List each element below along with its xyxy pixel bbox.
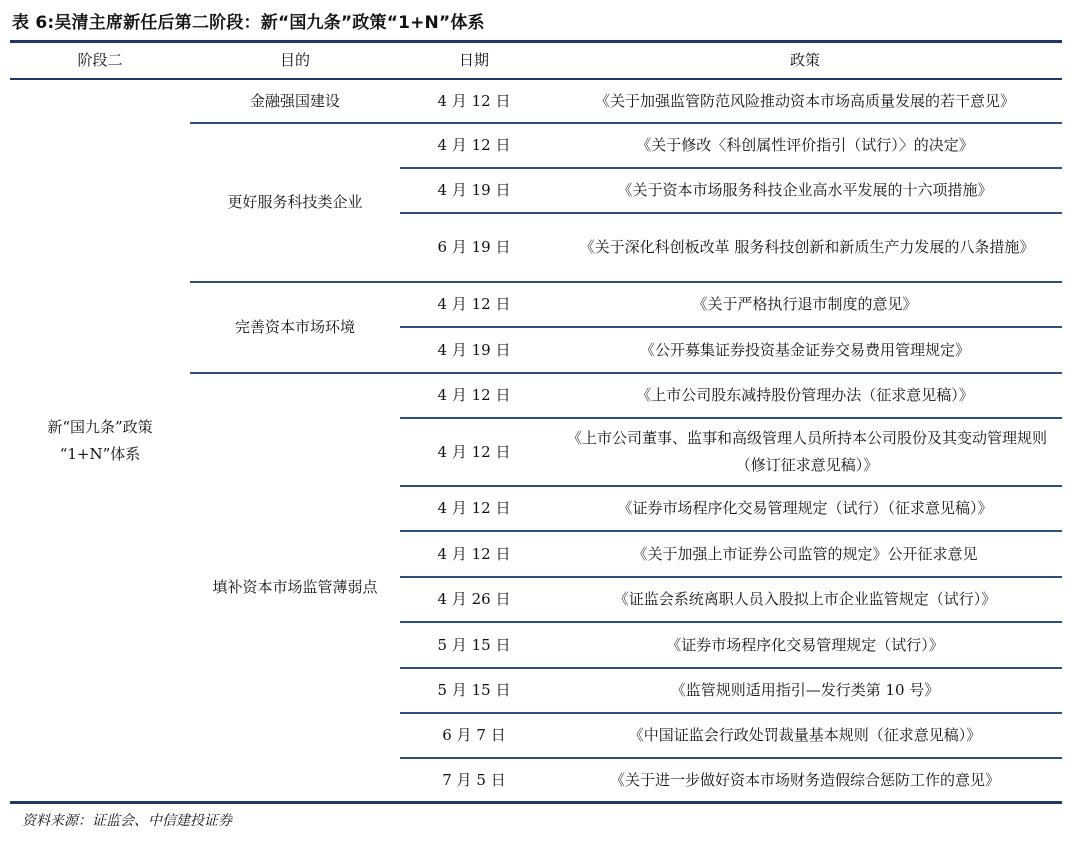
row-date: 6 月 19 日 bbox=[437, 238, 511, 256]
row-policy: 《上市公司股东减持股份管理办法（征求意见稿）》 bbox=[636, 386, 974, 404]
row-date: 4 月 12 日 bbox=[437, 442, 511, 461]
row-policy: 《关于严格执行退市制度的意见》 bbox=[692, 295, 918, 313]
table-title: 表 6:吴清主席新任后第二阶段：新“国九条”政策“1+N”体系 bbox=[12, 13, 485, 33]
header-date: 日期 bbox=[458, 51, 489, 69]
row-date: 4 月 12 日 bbox=[437, 544, 511, 563]
row-date: 6 月 7 日 bbox=[442, 726, 506, 744]
stage-label-line2: “1+N”体系 bbox=[59, 444, 141, 463]
row-policy: 《关于加强监管防范风险推动资本市场高质量发展的若干意见》 bbox=[594, 91, 1015, 110]
row-policy: 《证券市场程序化交易管理规定（试行）》 bbox=[666, 635, 944, 654]
row-policy: 《关于资本市场服务科技企业高水平发展的十六项措施》 bbox=[617, 181, 993, 199]
table-bottom-rule bbox=[10, 801, 1062, 804]
row-date: 4 月 19 日 bbox=[437, 181, 511, 199]
header-purpose: 目的 bbox=[279, 51, 310, 69]
row-date: 4 月 12 日 bbox=[437, 386, 511, 404]
row-policy: 《公开募集证券投资基金证券交易费用管理规定》 bbox=[639, 340, 970, 359]
row-date: 4 月 12 日 bbox=[437, 499, 511, 517]
row-date: 7 月 5 日 bbox=[442, 770, 506, 789]
group-name: 填补资本市场监管薄弱点 bbox=[212, 578, 378, 596]
group-name: 更好服务科技类企业 bbox=[227, 193, 363, 211]
row-policy: 《证监会系统离职人员入股拟上市企业监管规定（试行）》 bbox=[613, 590, 997, 608]
row-policy: 《关于深化科创板改革 服务科技创新和新质生产力发展的八条措施》 bbox=[579, 238, 1035, 256]
row-date: 4 月 26 日 bbox=[437, 590, 511, 608]
row-policy: 《中国证监会行政处罚裁量基本规则（征求意见稿）》 bbox=[628, 726, 982, 744]
row-policy: 《关于修改〈科创属性评价指引（试行）〉的决定》 bbox=[636, 136, 974, 154]
row-date: 4 月 12 日 bbox=[437, 295, 511, 313]
stage-cell bbox=[10, 80, 190, 801]
row-policy: 《关于进一步做好资本市场财务造假综合惩防工作的意见》 bbox=[609, 770, 1000, 789]
row-policy: 《关于加强上市证券公司监管的规定》公开征求意见 bbox=[632, 544, 978, 563]
row-policy: 《证券市场程序化交易管理规定（试行）（征求意见稿）》 bbox=[617, 499, 993, 517]
source-note: 资料来源：证监会、中信建投证券 bbox=[22, 813, 232, 829]
row-policy: 《上市公司董事、监事和高级管理人员所持本公司股份及其变动管理规则（修订征求意见稿）》 bbox=[566, 429, 1047, 474]
stage-label-line1: 新“国九条”政策 bbox=[47, 417, 153, 436]
row-date: 4 月 19 日 bbox=[437, 340, 511, 359]
row-date: 4 月 12 日 bbox=[437, 91, 511, 110]
group-name: 完善资本市场环境 bbox=[234, 318, 355, 336]
row-policy: 《监管规则适用指引—发行类第 10 号》 bbox=[670, 681, 940, 699]
header-stage: 阶段二 bbox=[77, 51, 123, 69]
row-date: 4 月 12 日 bbox=[437, 136, 511, 154]
row-date: 5 月 15 日 bbox=[437, 681, 511, 699]
header-policy: 政策 bbox=[789, 51, 820, 69]
group-name: 金融强国建设 bbox=[249, 91, 340, 110]
row-date: 5 月 15 日 bbox=[437, 635, 511, 654]
